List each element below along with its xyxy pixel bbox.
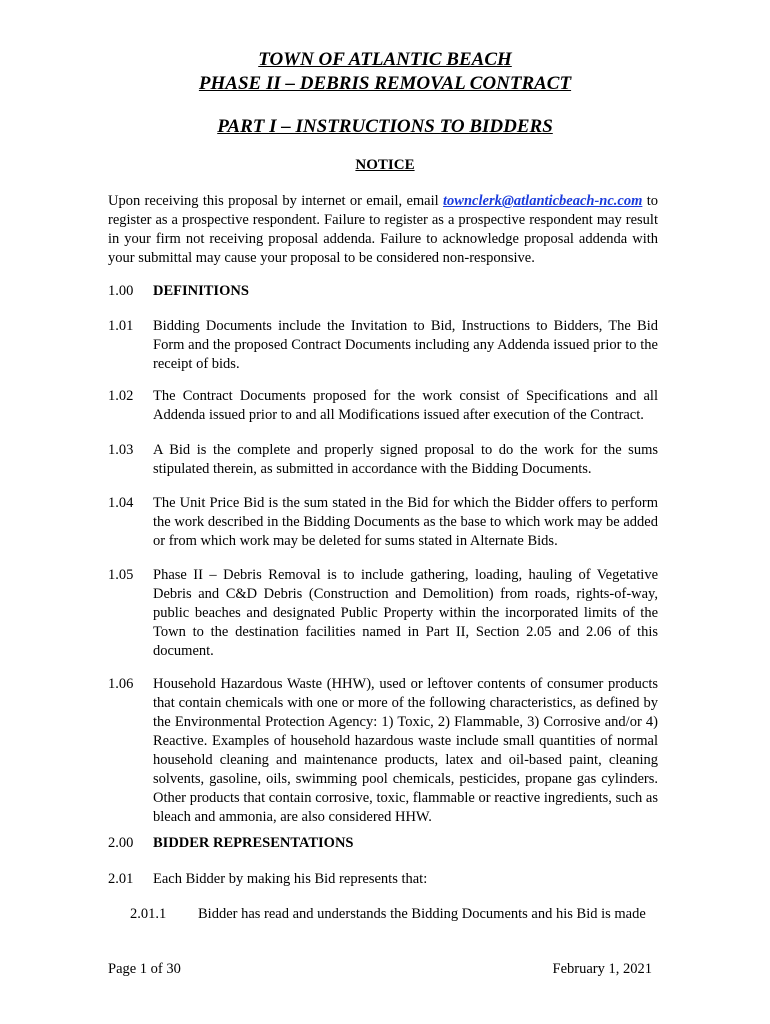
definition-item — [108, 494, 658, 551]
definition-item — [108, 317, 658, 374]
page-number: Page 1 of 30 — [108, 961, 181, 977]
section-representations-heading — [108, 834, 658, 853]
item-number: 1.02 — [108, 388, 134, 404]
representation-item — [108, 870, 658, 889]
subitem-number: 2.01.1 — [130, 906, 167, 922]
item-text: Bidding Documents include the Invitation to Bid, Instructions to Bidders, The Bid Form and the proposed Contract Documents including any Addenda issued prior to the receipt of bids. — [153, 318, 658, 372]
item-number: 1.04 — [108, 495, 134, 511]
subitem-text: Bidder has read and understands the Bidding Documents and his Bid is made — [198, 906, 646, 922]
item-text: Each Bidder by making his Bid represents that: — [153, 871, 428, 887]
document-date: February 1, 2021 — [552, 961, 652, 977]
town-title: TOWN OF ATLANTIC BEACH — [258, 49, 512, 70]
item-text: Household Hazardous Waste (HHW), used or leftover contents of consumer products that contain chemicals with one or more of the following characteristics, as defined by the Environmental Protection Agency: 1) Toxic, 2) Flammable, 3) Corrosive and/or 4) Reactive. Examples of household hazardous waste include small quantities of normal household cleaning and maintenance products, latex and oil-based paint, cleaning solvents, gasoline, oils, swimming pool chemicals, pesticides, propane gas cylinders. Other products that contain corrosive, toxic, flammable or reactive ingredients, such as bleach and ammonia, are also considered HHW. — [153, 676, 658, 825]
contract-title: PHASE II – DEBRIS REMOVAL CONTRACT — [198, 73, 572, 94]
section-definitions-heading — [108, 282, 658, 301]
section-number: 1.00 — [108, 283, 134, 299]
notice-paragraph — [108, 192, 658, 268]
notice-text-before: Upon receiving this proposal by internet or email, email — [108, 193, 444, 209]
notice-text-after: to register as a prospective respondent. Failure to register as a prospective respondent may result in your firm not receiving proposal addenda. Failure to acknowledge proposal addenda with your submittal may cause your proposal to be considered non-responsive. — [108, 193, 658, 266]
representation-subitem — [130, 905, 658, 924]
item-text: A Bid is the complete and properly signed proposal to do the work for the sums stipulated therein, as submitted in accordance with the Bidding Documents. — [153, 442, 658, 477]
item-number: 2.01 — [108, 871, 134, 887]
section-heading: DEFINITIONS — [153, 283, 249, 299]
definition-item — [108, 387, 658, 425]
section-heading: BIDDER REPRESENTATIONS — [153, 835, 354, 851]
definition-item — [108, 441, 658, 479]
definition-item — [108, 566, 658, 661]
item-text: Phase II – Debris Removal is to include gathering, loading, hauling of Vegetative Debris and C&D Debris (Construction and Demolition) from roads, rights-of-way, public beaches and designated Public Property within the incorporated limits of the Town to the destination facilities named in Part II, Section 2.05 and 2.06 of this document. — [153, 567, 658, 659]
item-number: 1.05 — [108, 567, 134, 583]
section-number: 2.00 — [108, 835, 134, 851]
part-title: PART I – INSTRUCTIONS TO BIDDERS — [217, 116, 553, 137]
item-text: The Unit Price Bid is the sum stated in the Bid for which the Bidder offers to perform the work described in the Bidding Documents as the base to which work may be added or from which work may be deleted for sums stated in Alternate Bids. — [153, 495, 658, 549]
item-number: 1.01 — [108, 318, 134, 334]
definition-item — [108, 675, 658, 827]
item-number: 1.03 — [108, 442, 134, 458]
notice-heading: NOTICE — [355, 157, 415, 173]
email-link[interactable]: townclerk@atlanticbeach-nc.com — [443, 193, 643, 209]
item-number: 1.06 — [108, 676, 134, 692]
item-text: The Contract Documents proposed for the work consist of Specifications and all Addenda issued prior to and all Modifications issued after execution of the Contract. — [153, 388, 658, 423]
